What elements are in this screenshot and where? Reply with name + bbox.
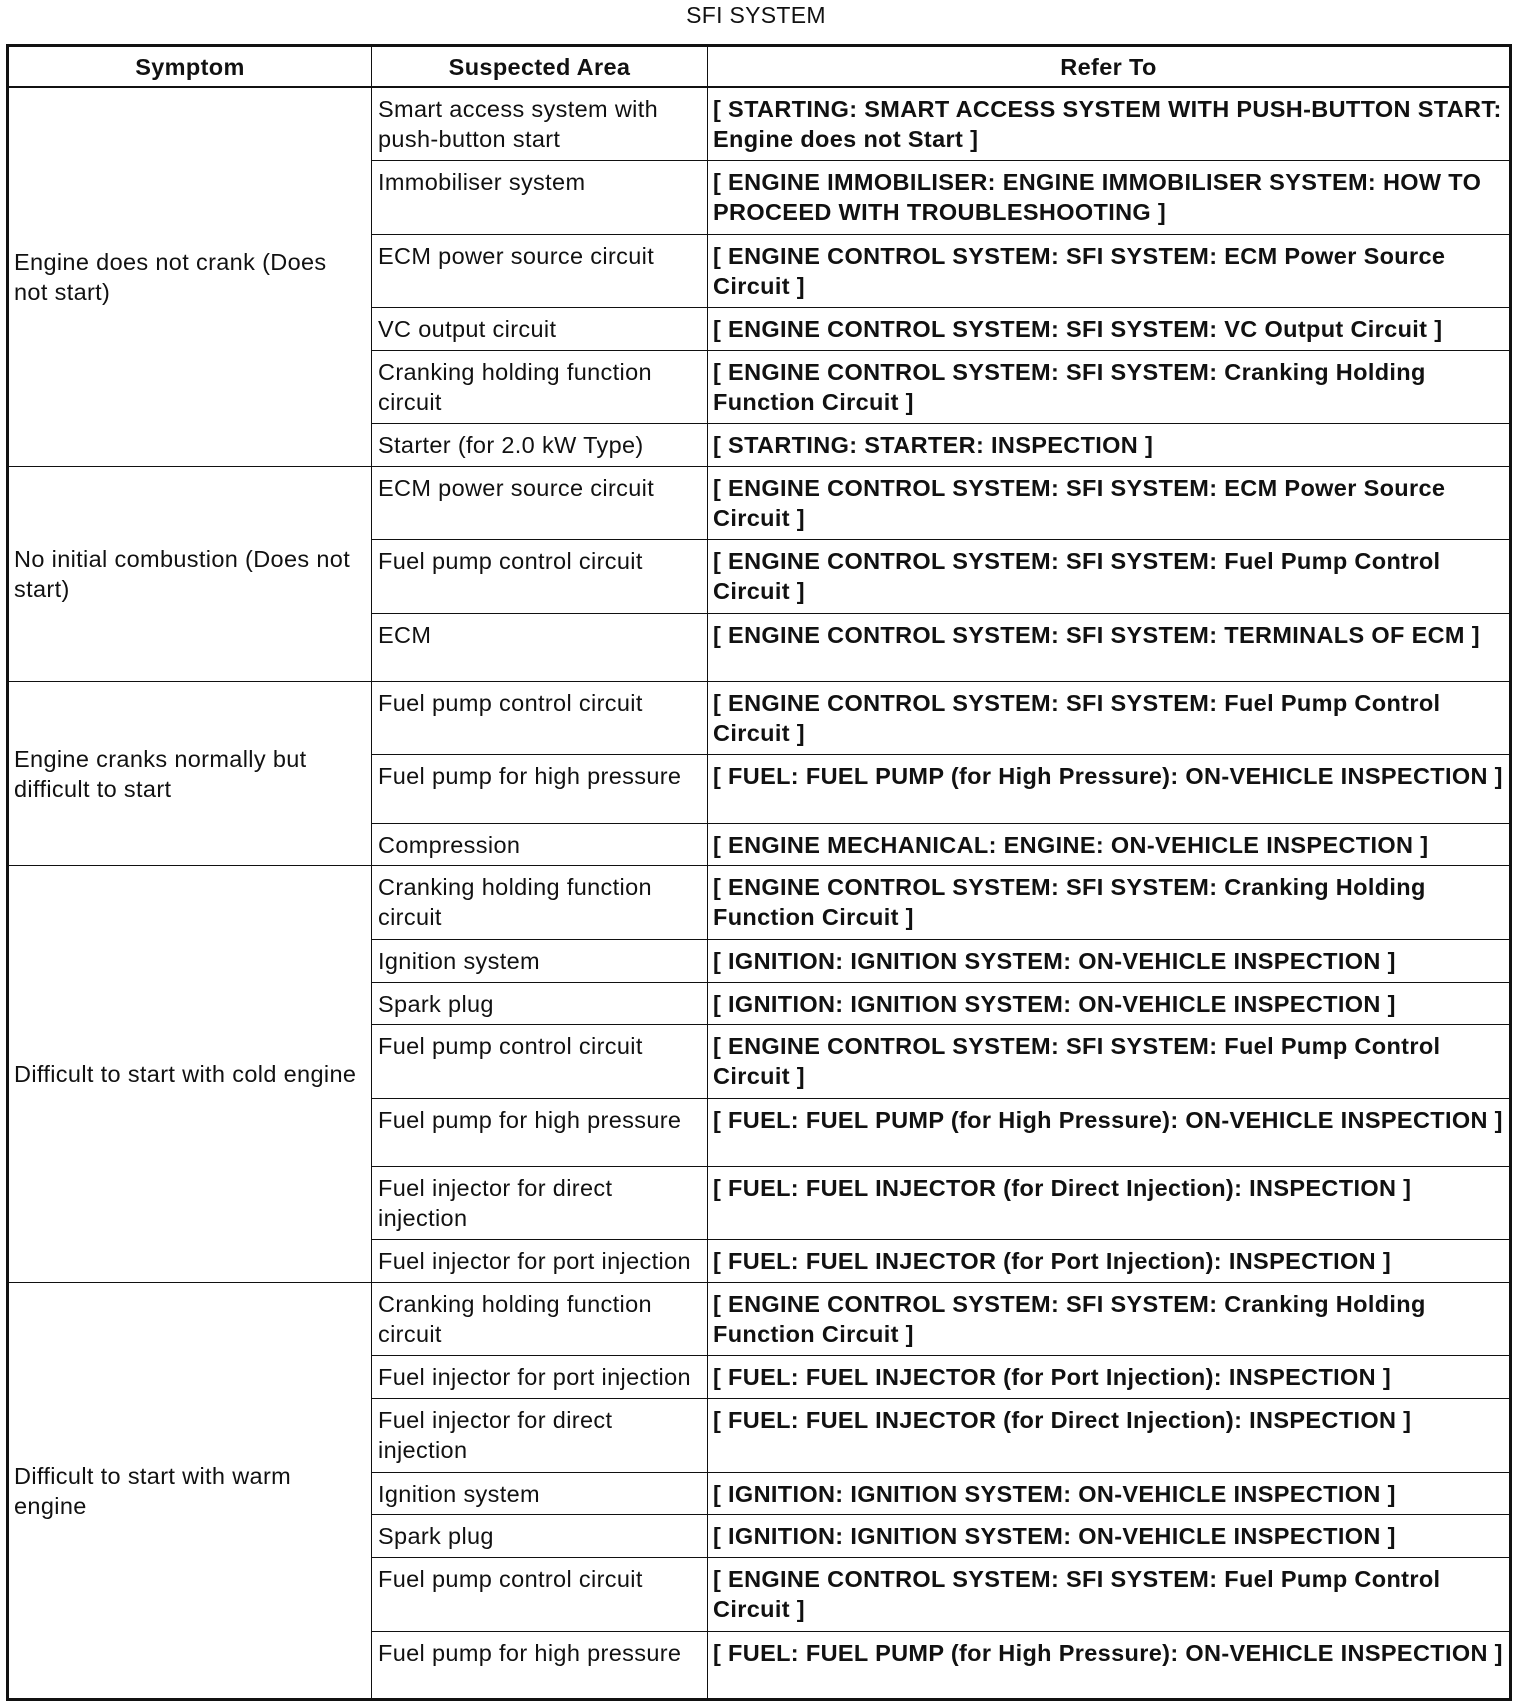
refer-to-link[interactable]: [ ENGINE IMMOBILISER: ENGINE IMMOBILISER SYSTEM: HOW TO PROCEED WITH TROUBLESHOOTING ] — [708, 161, 1511, 234]
symptom-cell: Engine does not crank (Does not start) — [8, 87, 372, 467]
refer-to-link[interactable]: [ ENGINE CONTROL SYSTEM: SFI SYSTEM: Fuel Pump Control Circuit ] — [708, 1025, 1511, 1098]
column-header-symptom: Symptom — [8, 46, 372, 88]
refer-to-link[interactable]: [ ENGINE CONTROL SYSTEM: SFI SYSTEM: Cranking Holding Function Circuit ] — [708, 1283, 1511, 1356]
refer-to-link[interactable]: [ ENGINE CONTROL SYSTEM: SFI SYSTEM: Fuel Pump Control Circuit ] — [708, 1558, 1511, 1631]
suspected-area-cell: Immobiliser system — [372, 161, 708, 234]
suspected-area-cell: Smart access system with push-button start — [372, 87, 708, 161]
suspected-area-cell: Fuel injector for port injection — [372, 1240, 708, 1283]
symptom-cell: Engine cranks normally but difficult to start — [8, 681, 372, 865]
suspected-area-cell: Spark plug — [372, 1515, 708, 1558]
suspected-area-cell: Fuel pump control circuit — [372, 1025, 708, 1098]
table-row — [8, 681, 1511, 754]
refer-to-link[interactable]: [ FUEL: FUEL INJECTOR (for Direct Injection): INSPECTION ] — [708, 1166, 1511, 1239]
refer-to-link[interactable]: [ FUEL: FUEL PUMP (for High Pressure): ON-VEHICLE INSPECTION ] — [708, 1098, 1511, 1166]
refer-to-link[interactable]: [ ENGINE CONTROL SYSTEM: SFI SYSTEM: ECM Power Source Circuit ] — [708, 467, 1511, 540]
symptom-cell: Difficult to start with cold engine — [8, 866, 372, 1283]
suspected-area-cell: Spark plug — [372, 982, 708, 1025]
column-header-suspected-area: Suspected Area — [372, 46, 708, 88]
refer-to-link[interactable]: [ ENGINE MECHANICAL: ENGINE: ON-VEHICLE INSPECTION ] — [708, 823, 1511, 866]
refer-to-link[interactable]: [ FUEL: FUEL INJECTOR (for Port Injection): INSPECTION ] — [708, 1240, 1511, 1283]
refer-to-link[interactable]: [ ENGINE CONTROL SYSTEM: SFI SYSTEM: Cranking Holding Function Circuit ] — [708, 350, 1511, 423]
page-title: SFI SYSTEM — [686, 2, 826, 28]
refer-to-link[interactable]: [ IGNITION: IGNITION SYSTEM: ON-VEHICLE INSPECTION ] — [708, 939, 1511, 982]
refer-to-link[interactable]: [ FUEL: FUEL INJECTOR (for Direct Injection): INSPECTION ] — [708, 1399, 1511, 1472]
table-row — [8, 87, 1511, 161]
suspected-area-cell: Fuel pump for high pressure — [372, 1098, 708, 1166]
symptom-cell: No initial combustion (Does not start) — [8, 467, 372, 682]
table-row — [8, 467, 1511, 540]
suspected-area-cell: Fuel pump control circuit — [372, 540, 708, 613]
suspected-area-cell: Ignition system — [372, 939, 708, 982]
suspected-area-cell: ECM power source circuit — [372, 234, 708, 307]
suspected-area-cell: Cranking holding function circuit — [372, 866, 708, 939]
refer-to-link[interactable]: [ IGNITION: IGNITION SYSTEM: ON-VEHICLE INSPECTION ] — [708, 982, 1511, 1025]
refer-to-link[interactable]: [ ENGINE CONTROL SYSTEM: SFI SYSTEM: Cranking Holding Function Circuit ] — [708, 866, 1511, 939]
suspected-area-cell: Cranking holding function circuit — [372, 350, 708, 423]
symptom-cell: Difficult to start with warm engine — [8, 1283, 372, 1700]
troubleshooting-table — [6, 44, 1512, 1701]
suspected-area-cell: Fuel pump control circuit — [372, 681, 708, 754]
refer-to-link[interactable]: [ STARTING: STARTER: INSPECTION ] — [708, 424, 1511, 467]
suspected-area-cell: Fuel injector for direct injection — [372, 1399, 708, 1472]
refer-to-link[interactable]: [ FUEL: FUEL INJECTOR (for Port Injection): INSPECTION ] — [708, 1356, 1511, 1399]
table-header-row — [8, 46, 1511, 88]
suspected-area-cell: Fuel injector for direct injection — [372, 1166, 708, 1239]
refer-to-link[interactable]: [ FUEL: FUEL PUMP (for High Pressure): ON-VEHICLE INSPECTION ] — [708, 755, 1511, 823]
table-row — [8, 866, 1511, 939]
refer-to-link[interactable]: [ STARTING: SMART ACCESS SYSTEM WITH PUSH-BUTTON START: Engine does not Start ] — [708, 87, 1511, 161]
refer-to-link[interactable]: [ ENGINE CONTROL SYSTEM: SFI SYSTEM: Fuel Pump Control Circuit ] — [708, 681, 1511, 754]
suspected-area-cell: Compression — [372, 823, 708, 866]
refer-to-link[interactable]: [ ENGINE CONTROL SYSTEM: SFI SYSTEM: Fuel Pump Control Circuit ] — [708, 540, 1511, 613]
refer-to-link[interactable]: [ ENGINE CONTROL SYSTEM: SFI SYSTEM: TERMINALS OF ECM ] — [708, 613, 1511, 681]
column-header-refer-to: Refer To — [708, 46, 1511, 88]
refer-to-link[interactable]: [ ENGINE CONTROL SYSTEM: SFI SYSTEM: ECM Power Source Circuit ] — [708, 234, 1511, 307]
suspected-area-cell: Fuel pump for high pressure — [372, 1631, 708, 1700]
refer-to-link[interactable]: [ IGNITION: IGNITION SYSTEM: ON-VEHICLE INSPECTION ] — [708, 1472, 1511, 1515]
refer-to-link[interactable]: [ IGNITION: IGNITION SYSTEM: ON-VEHICLE INSPECTION ] — [708, 1515, 1511, 1558]
table-row — [8, 1283, 1511, 1356]
suspected-area-cell: VC output circuit — [372, 308, 708, 351]
suspected-area-cell: ECM — [372, 613, 708, 681]
suspected-area-cell: ECM power source circuit — [372, 467, 708, 540]
suspected-area-cell: Fuel pump for high pressure — [372, 755, 708, 823]
refer-to-link[interactable]: [ ENGINE CONTROL SYSTEM: SFI SYSTEM: VC Output Circuit ] — [708, 308, 1511, 351]
suspected-area-cell: Ignition system — [372, 1472, 708, 1515]
refer-to-link[interactable]: [ FUEL: FUEL PUMP (for High Pressure): ON-VEHICLE INSPECTION ] — [708, 1631, 1511, 1700]
suspected-area-cell: Cranking holding function circuit — [372, 1283, 708, 1356]
suspected-area-cell: Fuel pump control circuit — [372, 1558, 708, 1631]
suspected-area-cell: Fuel injector for port injection — [372, 1356, 708, 1399]
suspected-area-cell: Starter (for 2.0 kW Type) — [372, 424, 708, 467]
